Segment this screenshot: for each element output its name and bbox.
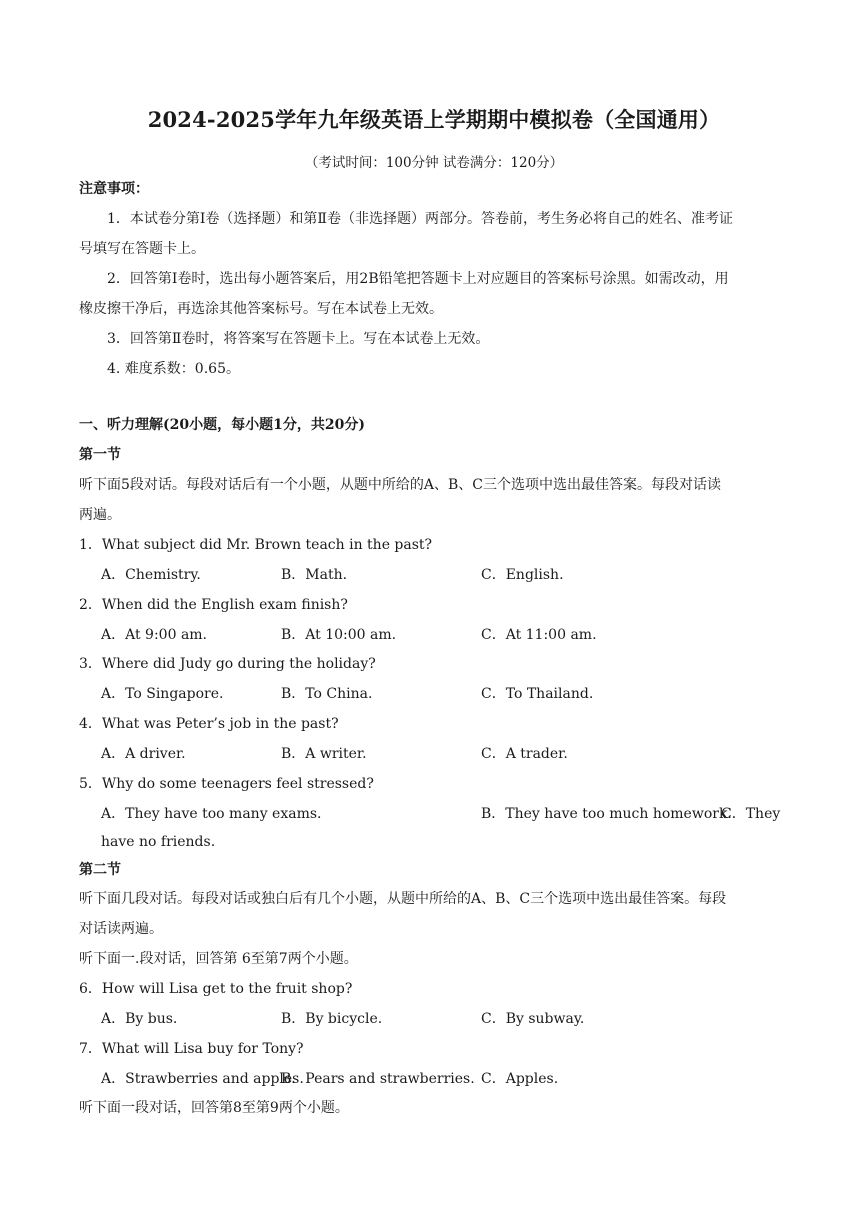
question-4-option-a: A．A driver.	[101, 746, 186, 762]
question-2-option-b: B．At 10:00 am.	[281, 627, 397, 643]
question-5-option-b: B．They have too much homework.	[481, 806, 732, 822]
question-6-option-b: B．By bicycle.	[281, 1011, 383, 1027]
exam-subtitle: （考试时间：100分钟 试卷满分：120分）	[304, 155, 564, 171]
question-2-option-c: C．At 11:00 am.	[481, 627, 597, 643]
part-1-instruction-line-1: 听下面5段对话。每段对话后有一个小题，从题中所给的A、B、C三个选项中选出最佳答案。每段对话读	[79, 477, 722, 493]
question-4-option-b: B．A writer.	[281, 746, 367, 762]
question-6: 6．How will Lisa get to the fruit shop?	[79, 981, 353, 997]
part-2-instruction-line-1: 听下面几段对话。每段对话或独白后有几个小题，从题中所给的A、B、C三个选项中选出最佳答案。每段	[79, 891, 727, 907]
exam-title: 2024-2025学年九年级英语上学期期中模拟卷（全国通用）	[147, 107, 721, 132]
notice-item-2-line-2: 橡皮擦干净后，再选涂其他答案标号。写在本试卷上无效。	[79, 301, 443, 317]
notice-item-1-line-2: 号填写在答题卡上。	[79, 241, 205, 257]
question-5: 5．Why do some teenagers feel stressed?	[79, 776, 374, 792]
notice-item-4: 4. 难度系数：0.65。	[107, 361, 240, 377]
question-3: 3．Where did Judy go during the holiday?	[79, 656, 376, 672]
section-1-heading: 一、听力理解(20小题，每小题1分，共20分)	[79, 417, 365, 433]
question-3-option-b: B．To China.	[281, 686, 373, 702]
notice-item-3: 3．回答第Ⅱ卷时，将答案写在答题卡上。写在本试卷上无效。	[107, 331, 490, 347]
question-1-option-c: C．English.	[481, 567, 564, 583]
part-2-instruction-line-2: 对话读两遍。	[79, 921, 163, 937]
question-7: 7．What will Lisa buy for Tony?	[79, 1041, 304, 1057]
question-4-option-c: C．A trader.	[481, 746, 568, 762]
notice-item-2-line-1: 2．回答第Ⅰ卷时，选出每小题答案后，用2B铅笔把答题卡上对应题目的答案标号涂黑。如需改动，用	[107, 271, 729, 287]
question-5-option-a: A．They have too many exams.	[101, 806, 322, 822]
part-2-dialogue-2-instruction: 听下面一段对话，回答第8至第9两个小题。	[79, 1100, 349, 1116]
question-2-option-a: A．At 9:00 am.	[101, 627, 208, 643]
notice-heading: 注意事项：	[79, 181, 149, 197]
question-1: 1．What subject did Mr. Brown teach in the past?	[79, 537, 433, 553]
question-5-option-c: C．They	[721, 806, 781, 822]
part-2-dialogue-1-instruction: 听下面一.段对话，回答第 6至第7两个小题。	[79, 951, 358, 967]
question-1-option-a: A．Chemistry.	[101, 567, 201, 583]
question-7-option-b: B．Pears and strawberries.	[281, 1071, 475, 1087]
question-3-option-a: A．To Singapore.	[101, 686, 224, 702]
question-7-option-a: A．Strawberries and apples.	[101, 1071, 304, 1087]
part-1-instruction-line-2: 两遍。	[79, 507, 121, 523]
question-3-option-c: C．To Thailand.	[481, 686, 594, 702]
part-2-heading: 第二节	[79, 862, 121, 878]
question-4: 4．What was Peter’s job in the past?	[79, 716, 339, 732]
question-1-option-b: B．Math.	[281, 567, 348, 583]
question-5-option-c-continued: have no friends.	[101, 834, 216, 850]
notice-item-1-line-1: 1．本试卷分第Ⅰ卷（选择题）和第Ⅱ卷（非选择题）两部分。答卷前，考生务必将自己的姓名、准考证	[107, 211, 733, 227]
question-6-option-a: A．By bus.	[101, 1011, 178, 1027]
question-7-option-c: C．Apples.	[481, 1071, 559, 1087]
part-1-heading: 第一节	[79, 447, 121, 463]
question-2: 2．When did the English exam finish?	[79, 597, 348, 613]
question-6-option-c: C．By subway.	[481, 1011, 585, 1027]
